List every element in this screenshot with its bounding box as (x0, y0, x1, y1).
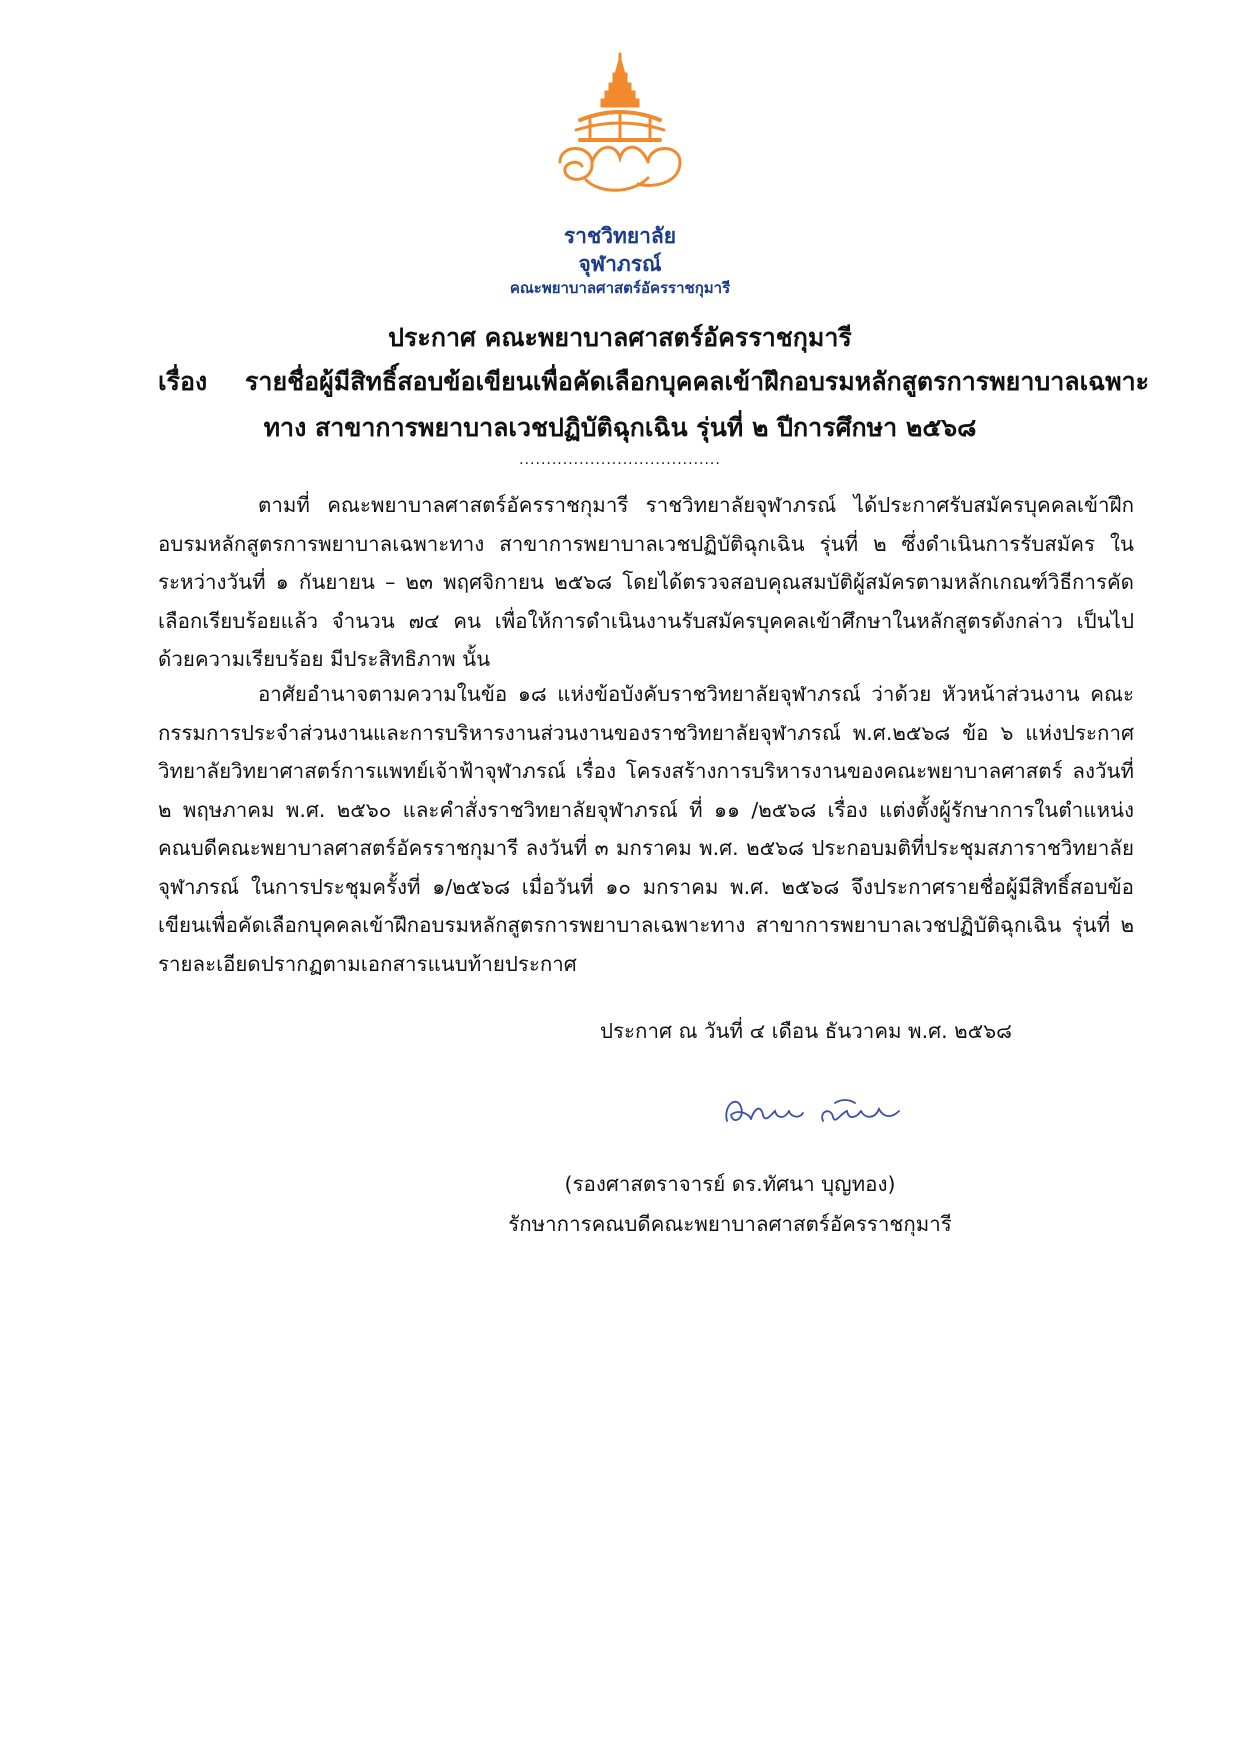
announcement-title: ประกาศ คณะพยาบาลศาสตร์อัครราชกุมารี (388, 323, 852, 352)
logo-text-line1: ราชวิทยาลัย (563, 224, 677, 248)
body-paragraph-1: ตามที่ คณะพยาบาลศาสตร์อัครราชกุมารี ราชวิทยาลัยจุฬาภรณ์ ได้ประกาศรับสมัครบุคคลเข้าฝึกอบรมหลักสูตรการพยาบาลเฉพาะทาง สาขาการพยาบาลเวชปฏิบัติฉุกเฉิน รุ่นที่ ๒ ซึ่งดำเนินการรับสมัคร ในระหว่างวันที่ ๑ กันยายน – ๒๓ พฤศจิกายน ๒๕๖๘ โดยได้ตรวจสอบคุณสมบัติผู้สมัครตามหลักเกณฑ์วิธีการคัดเลือกเรียบร้อยแล้ว จำนวน ๗๔ คน เพื่อให้การดำเนินงานรับสมัครบุคคลเข้าศึกษาในหลักสูตรดังกล่าว เป็นไปด้วยความเรียบร้อย มีประสิทธิภาพ นั้น (158, 493, 1134, 671)
announcement-date: ประกาศ ณ วันที่ ๔ เดือน ธันวาคม พ.ศ. ๒๕๖๘ (600, 1019, 1012, 1043)
body-paragraph-2: อาศัยอำนาจตามความในข้อ ๑๘ แห่งข้อบังคับราชวิทยาลัยจุฬาภรณ์ ว่าด้วย หัวหน้าส่วนงาน คณะกรรมการประจำส่วนงานและการบริหารงานส่วนงานของราชวิทยาลัยจุฬาภรณ์ พ.ศ.๒๕๖๘ ข้อ ๖ แห่งประกาศวิทยาลัยวิทยาศาสตร์การแพทย์เจ้าฟ้าจุฬาภรณ์ เรื่อง โครงสร้างการบริหารงานของคณะพยาบาลศาสตร์ ลงวันที่ ๒ พฤษภาคม พ.ศ. ๒๕๖๐ และคำสั่งราชวิทยาลัยจุฬาภรณ์ ที่ ๑๑ /๒๕๖๘ เรื่อง แต่งตั้งผู้รักษาการในตำแหน่งคณบดีคณะพยาบาลศาสตร์อัครราชกุมารี ลงวันที่ ๓ มกราคม พ.ศ. ๒๕๖๘ ประกอบมติที่ประชุมสภาราชวิทยาลัยจุฬาภรณ์ ในการประชุมครั้งที่ ๑/๒๕๖๘ เมื่อวันที่ ๑๐ มกราคม พ.ศ. ๒๕๖๘ จึงประกาศรายชื่อผู้มีสิทธิ์สอบข้อเขียนเพื่อคัดเลือกบุคคลเข้าฝึกอบรมหลักสูตรการพยาบาลเฉพาะทาง สาขาการพยาบาลเวชปฏิบัติฉุกเฉิน รุ่นที่ ๒ รายละเอียดปรากฏตามเอกสารแนบท้ายประกาศ (158, 682, 1135, 976)
logo-text-line3: คณะพยาบาลศาสตร์อัครราชกุมารี (509, 279, 731, 297)
subject-line1: รายชื่อผู้มีสิทธิ์สอบข้อเขียนเพื่อคัดเลือกบุคคลเข้าฝึกอบรมหลักสูตรการพยาบาลเฉพาะ (245, 367, 1150, 396)
institution-logo (509, 52, 731, 297)
signer-name: (รองศาสตราจารย์ ดร.ทัศนา บุญทอง) (564, 1172, 896, 1196)
subject-line2: ทาง สาขาการพยาบาลเวชปฏิบัติฉุกเฉิน รุ่นที่ ๒ ปีการศึกษา ๒๕๖๘ (263, 413, 977, 442)
signature-icon (715, 1085, 915, 1135)
logo-text-line2: จุฬาภรณ์ (578, 252, 662, 276)
signer-title: รักษาการคณบดีคณะพยาบาลศาสตร์อัครราชกุมารี (508, 1212, 952, 1236)
subject-label: เรื่อง (158, 367, 208, 396)
separator: ..................................... (519, 452, 721, 468)
crown-emblem-icon (520, 52, 720, 220)
